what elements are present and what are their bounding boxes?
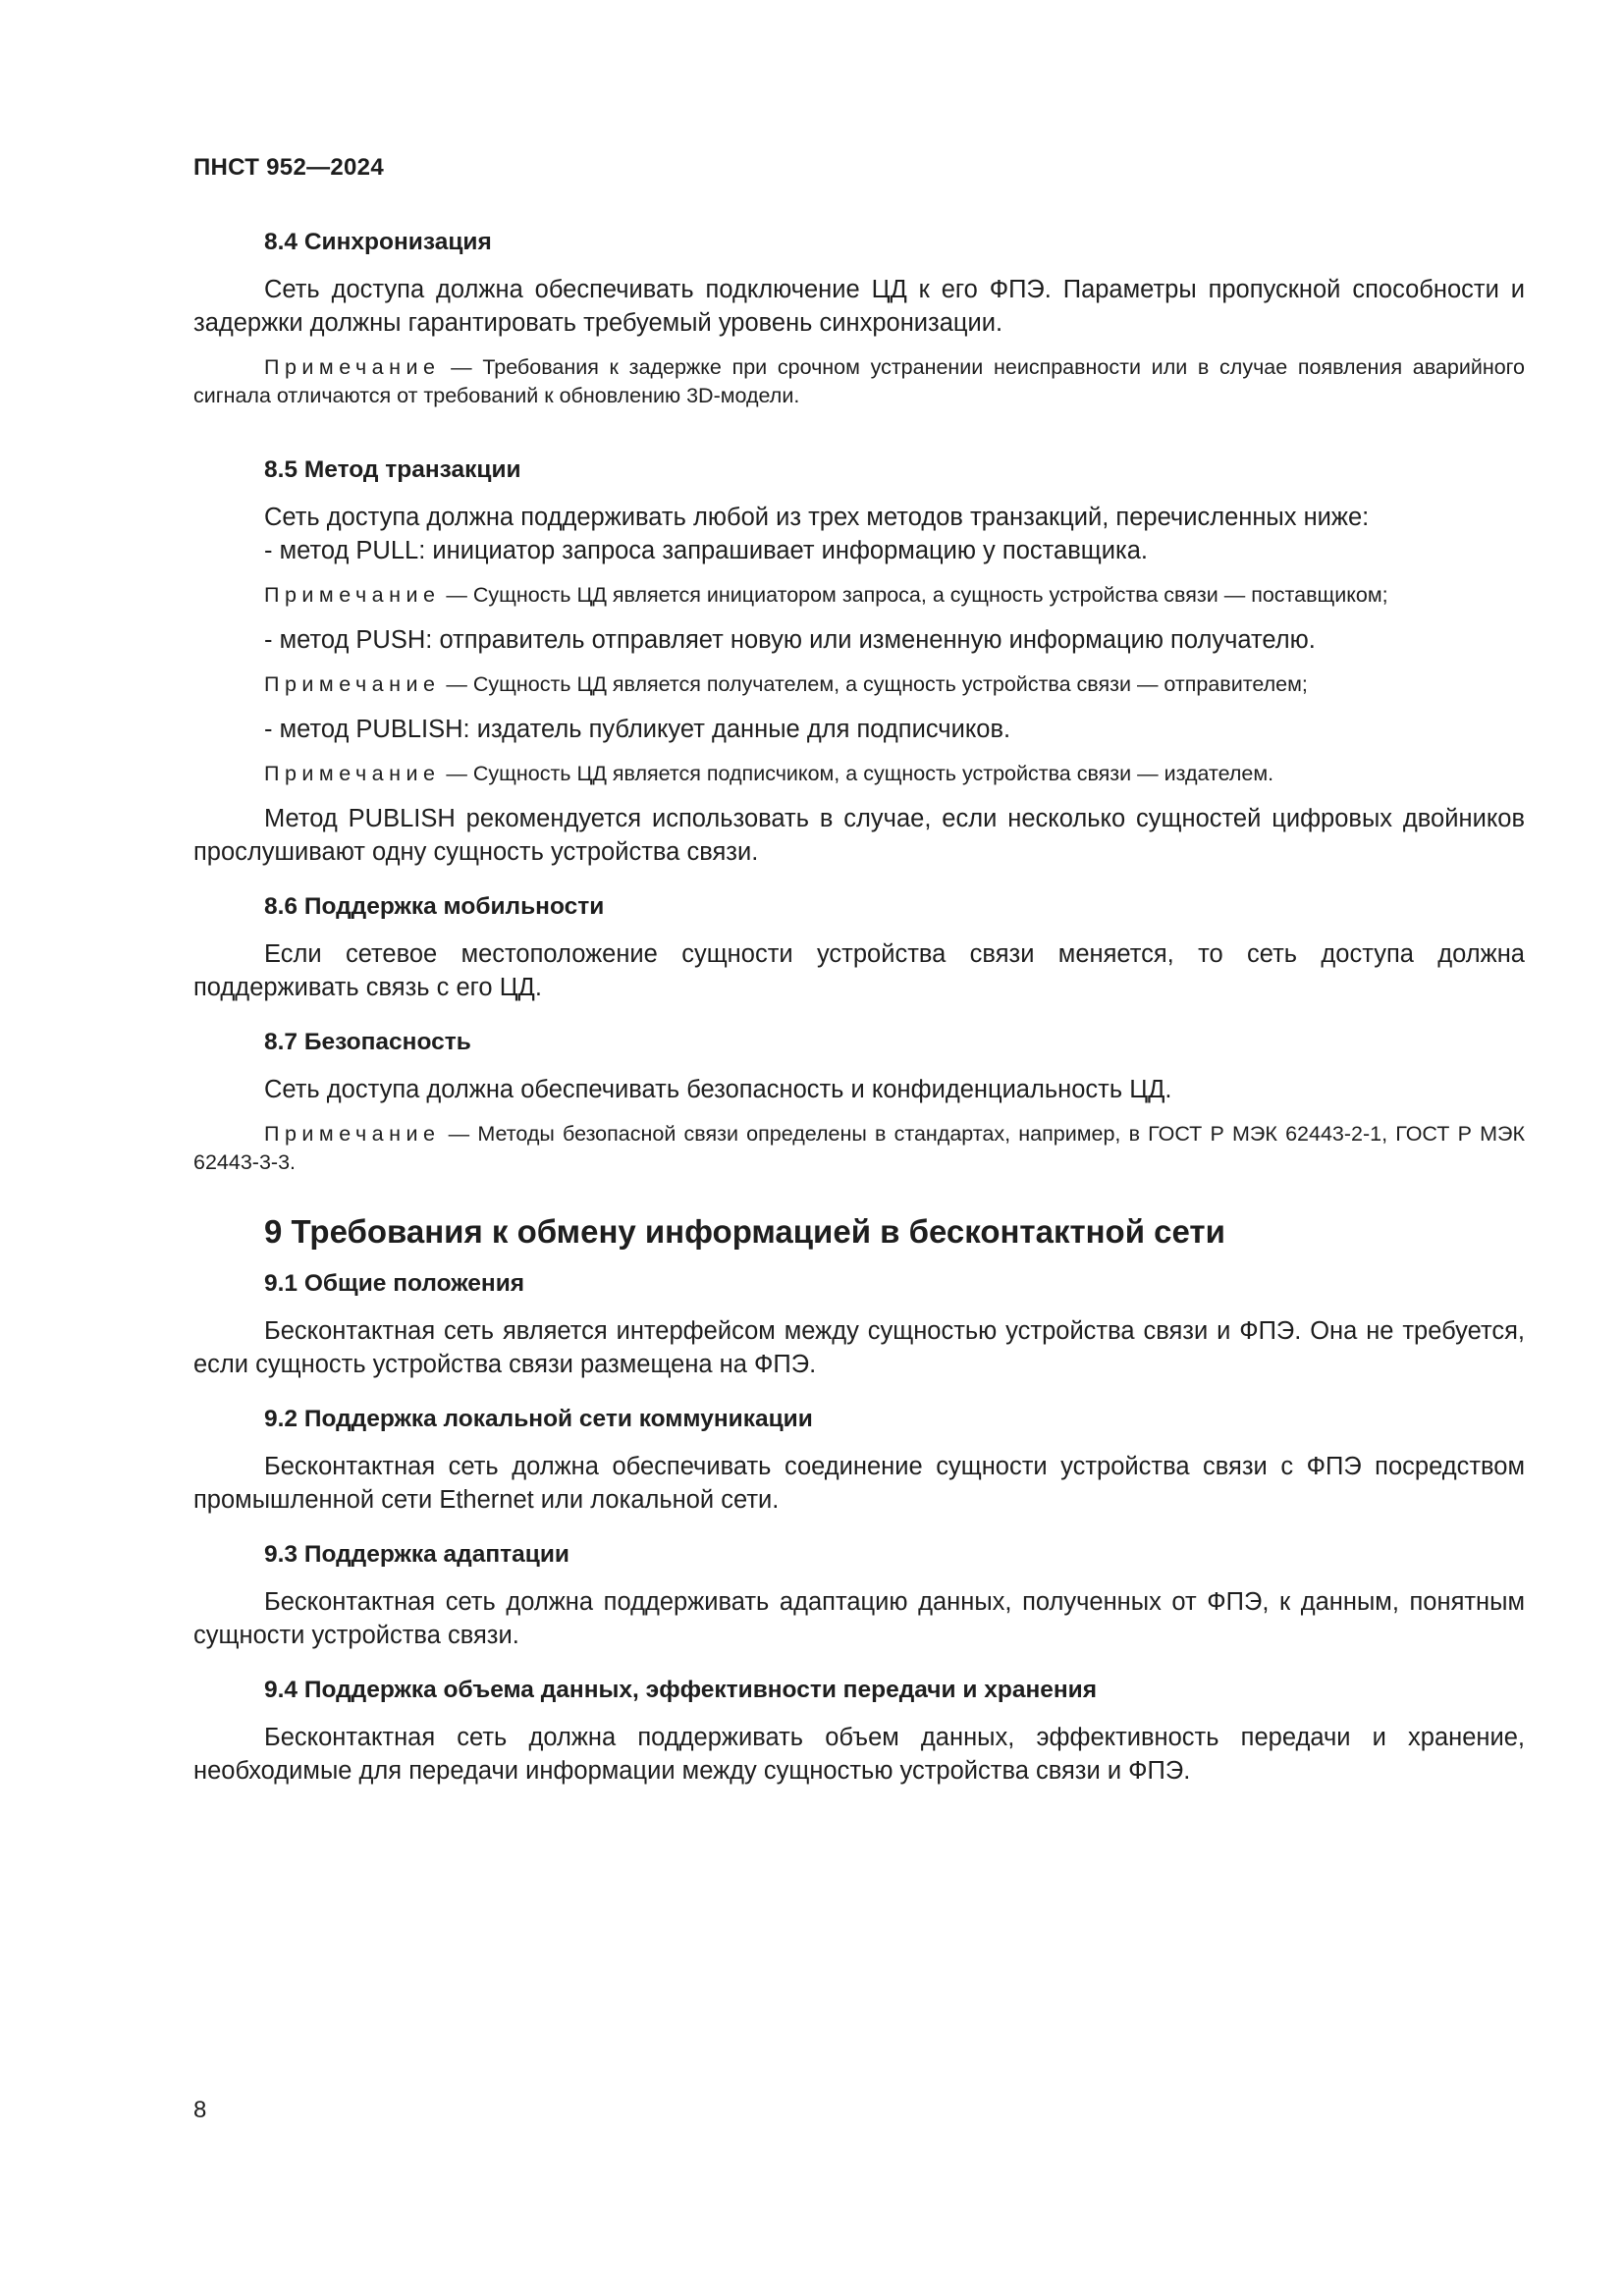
paragraph-9-4: Бесконтактная сеть должна поддерживать объем данных, эффективность передачи и хранение, необходимые для передачи информации между сущностью устройства связи и ФПЭ. <box>193 1724 1525 1785</box>
paragraph-publish-recommendation: Метод PUBLISH рекомендуется использовать в случае, если несколько сущностей цифровых двойников прослушивают одну сущность устройства связи. <box>193 805 1525 866</box>
page-number: 8 <box>193 2097 207 2123</box>
note-text: — Сущность ЦД является инициатором запроса, а сущность устройства связи — поставщиком; <box>440 583 1388 607</box>
heading-9-3: 9.3 Поддержка адаптации <box>264 1541 569 1568</box>
note-text: — Сущность ЦД является получателем, а сущность устройства связи — отправителем; <box>440 672 1308 696</box>
note-text: — Требования к задержке при срочном устранении неисправности или в случае появления аварийного сигнала отличаются от требований к обновлению 3D-модели. <box>193 355 1525 407</box>
heading-8-6: 8.6 Поддержка мобильности <box>264 893 605 920</box>
note-8-4 <box>193 353 1525 410</box>
document-id: ПНСТ 952—2024 <box>193 154 384 181</box>
paragraph-9-3: Бесконтактная сеть должна поддерживать адаптацию данных, полученных от ФПЭ, к данным, понятным сущности устройства связи. <box>193 1588 1525 1649</box>
note-label: Примечание <box>264 355 441 379</box>
list-item-pull: - метод PULL: инициатор запроса запрашивает информацию у поставщика. <box>264 537 1148 564</box>
note-publish <box>193 760 1525 788</box>
document-body <box>193 226 1525 1788</box>
heading-section-9: 9 Требования к обмену информацией в бесконтактной сети <box>264 1213 1225 1250</box>
heading-9-2: 9.2 Поддержка локальной сети коммуникации <box>264 1406 813 1432</box>
note-push <box>193 670 1525 699</box>
heading-8-5: 8.5 Метод транзакции <box>264 456 521 483</box>
note-pull <box>193 581 1525 610</box>
heading-9-4: 9.4 Поддержка объема данных, эффективности передачи и хранения <box>264 1677 1098 1703</box>
paragraph-9-2: Бесконтактная сеть должна обеспечивать соединение сущности устройства связи с ФПЭ посредством промышленной сети Ethernet или локальной сети. <box>193 1453 1525 1514</box>
note-label: Примечание <box>264 1122 441 1146</box>
note-8-7 <box>193 1120 1525 1177</box>
paragraph-9-1: Бесконтактная сеть является интерфейсом между сущностью устройства связи и ФПЭ. Она не требуется, если сущность устройства связи размещена на ФПЭ. <box>193 1317 1525 1378</box>
list-item-publish: - метод PUBLISH: издатель публикует данные для подписчиков. <box>264 716 1011 743</box>
paragraph-8-6: Если сетевое местоположение сущности устройства связи меняется, то сеть доступа должна поддерживать связь с его ЦД. <box>193 940 1525 1001</box>
paragraph-8-5: Сеть доступа должна поддерживать любой из трех методов транзакций, перечисленных ниже: <box>264 504 1370 531</box>
heading-9-1: 9.1 Общие положения <box>264 1270 525 1297</box>
note-label: Примечание <box>264 583 441 607</box>
heading-8-4: 8.4 Синхронизация <box>264 229 492 255</box>
note-label: Примечание <box>264 762 441 785</box>
paragraph-8-4: Сеть доступа должна обеспечивать подключение ЦД к его ФПЭ. Параметры пропускной способности и задержки должны гарантировать требуемый уровень синхронизации. <box>193 276 1525 337</box>
paragraph-8-7: Сеть доступа должна обеспечивать безопасность и конфиденциальность ЦД. <box>264 1076 1172 1103</box>
note-text: — Сущность ЦД является подписчиком, а сущность устройства связи — издателем. <box>440 762 1274 785</box>
list-item-push: - метод PUSH: отправитель отправляет новую или измененную информацию получателю. <box>264 626 1316 654</box>
heading-8-7: 8.7 Безопасность <box>264 1029 471 1055</box>
note-text: — Методы безопасной связи определены в стандартах, например, в ГОСТ Р МЭК 62443-2-1, ГОСТ Р МЭК 62443-3-3. <box>193 1122 1525 1174</box>
note-label: Примечание <box>264 672 441 696</box>
